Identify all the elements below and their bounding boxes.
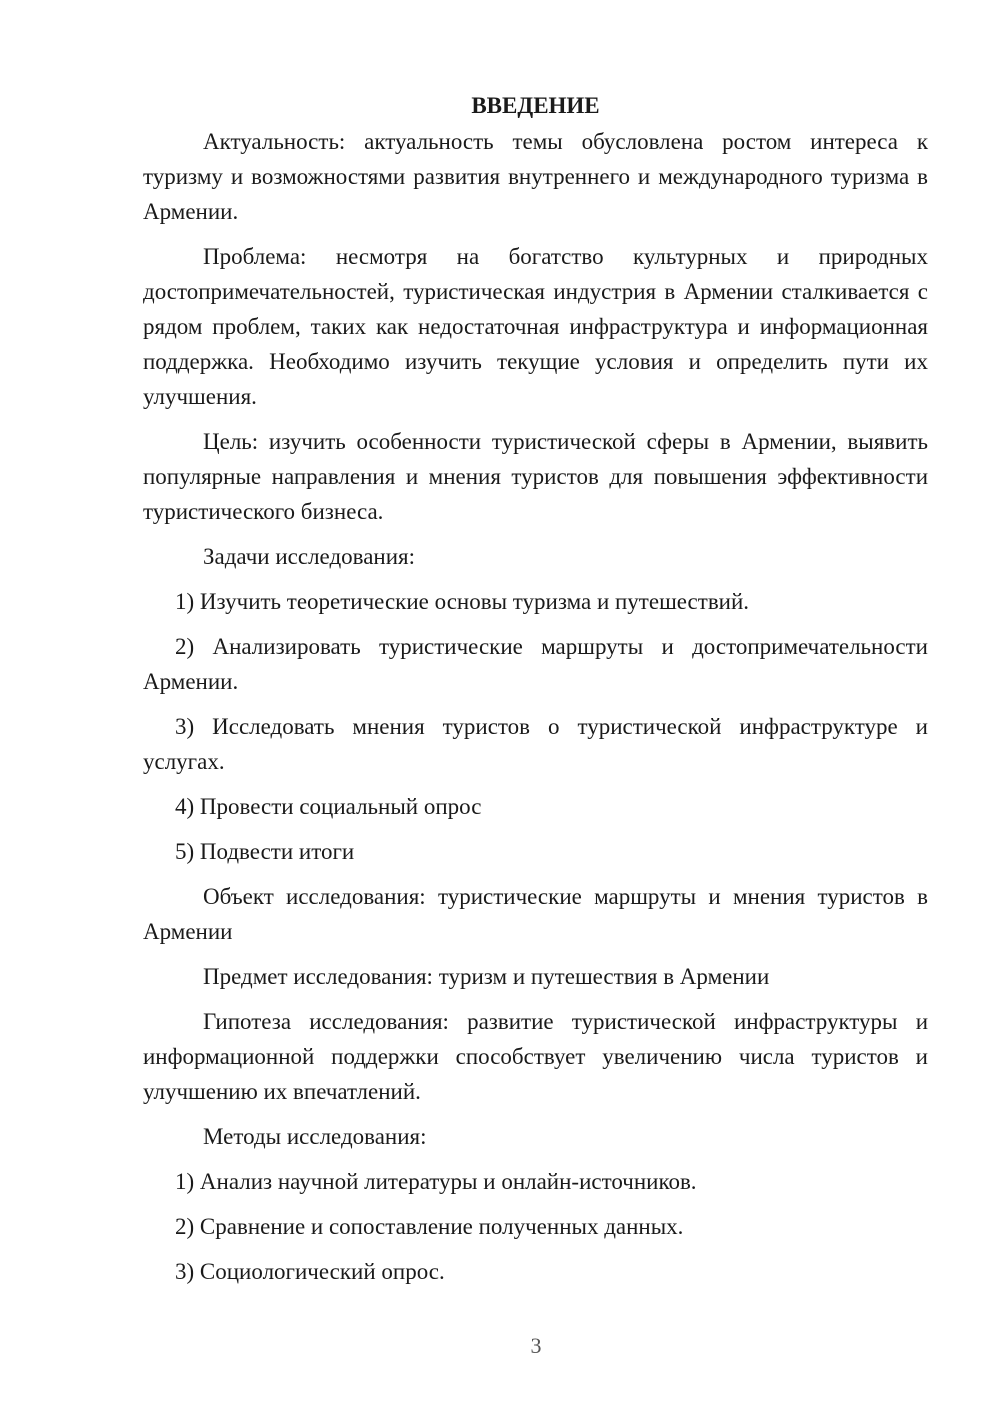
document-page <box>143 88 928 1299</box>
method-item-2: 2) Сравнение и сопоставление полученных данных. <box>175 1214 684 1239</box>
hypothesis-paragraph: Гипотеза исследования: развитие туристической инфраструктуры и информационной поддержки способствует увеличению числа туристов и улучшению их впечатлений. <box>143 1009 928 1104</box>
subject-paragraph: Предмет исследования: туризм и путешествия в Армении <box>203 964 770 989</box>
page-number: 3 <box>530 1333 542 1358</box>
relevance-paragraph: Актуальность: актуальность темы обусловлена ростом интереса к туризму и возможностями развития внутреннего и международного туризма в Армении. <box>143 129 928 224</box>
problem-paragraph: Проблема: несмотря на богатство культурных и природных достопримечательностей, туристическая индустрия в Армении сталкивается с рядом проблем, таких как недостаточная инфраструктура и информационная поддержка. Необходимо изучить текущие условия и определить пути их улучшения. <box>143 244 928 409</box>
task-item-4: 4) Провести социальный опрос <box>175 794 482 819</box>
methods-heading: Методы исследования: <box>203 1124 427 1149</box>
page-title: ВВЕДЕНИЕ <box>471 93 600 118</box>
goal-paragraph: Цель: изучить особенности туристической сферы в Армении, выявить популярные направления и мнения туристов для повышения эффективности туристического бизнеса. <box>143 429 928 524</box>
task-item-1: 1) Изучить теоретические основы туризма и путешествий. <box>175 589 750 614</box>
task-item-3: 3) Исследовать мнения туристов о туристической инфраструктуре и услугах. <box>143 714 928 774</box>
method-item-1: 1) Анализ научной литературы и онлайн-источников. <box>175 1169 697 1194</box>
task-item-5: 5) Подвести итоги <box>175 839 355 864</box>
tasks-heading: Задачи исследования: <box>203 544 416 569</box>
object-paragraph: Объект исследования: туристические маршруты и мнения туристов в Армении <box>143 884 928 944</box>
method-item-3: 3) Социологический опрос. <box>175 1259 445 1284</box>
task-item-2: 2) Анализировать туристические маршруты и достопримечательности Армении. <box>143 634 928 694</box>
